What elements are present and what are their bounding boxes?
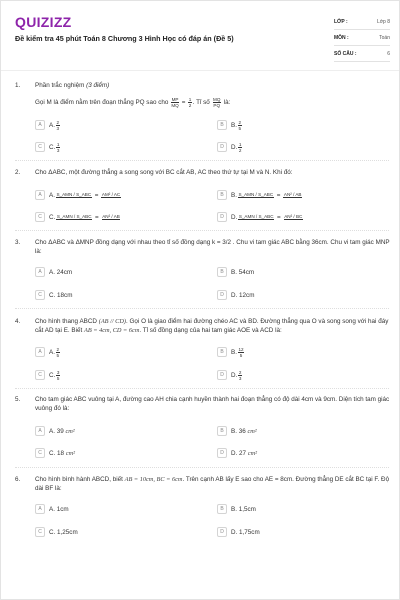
question-number: 3.: [15, 239, 21, 246]
option-letter-box: B: [217, 190, 227, 200]
option-letter-box: A: [35, 347, 45, 357]
meta-key: SỐ CÂU :: [334, 50, 357, 57]
option-a[interactable]: A A. $\frac{2}{3}$: [35, 119, 61, 131]
option-letter-box: B: [217, 504, 227, 514]
option-letter-box: A: [35, 426, 45, 436]
meta-value: Lớp 8: [376, 18, 390, 25]
option-letter-box: A: [35, 504, 45, 514]
fraction: $\frac{1}{2}$: [238, 141, 242, 153]
page-title: Đề kiểm tra 45 phút Toán 8 Chương 3 Hình Học có đáp án (Đề 5): [15, 34, 234, 43]
option-b[interactable]: B B. S_AMN / S_ABC = AN² / AB: [217, 189, 303, 201]
option-letter-box: B: [217, 267, 227, 277]
question-text: Cho hình thang ABCD (AB // CD). Gọi O là giao điểm hai đường chéo AC và BD. Đường thẳng qua O và song song với hai đáy cắt AD tại E. Biết AB = 4cm, CD = 6cm. Tỉ số đồng dạng của hai tam giác AOE và ACD là:: [35, 318, 389, 334]
fraction: $\frac{1}{2}$: [188, 97, 192, 108]
option-letter-box: D: [217, 212, 227, 222]
header-divider: [1, 70, 399, 71]
option-letter-box: C: [35, 212, 45, 222]
fraction: $\frac{12}{5}$: [238, 346, 244, 358]
section-label-text: Phần trắc nghiệm: [35, 82, 85, 89]
fraction: $\frac{MQ}{PQ}$: [213, 97, 221, 108]
option-b[interactable]: B B. 1,5cm: [217, 503, 256, 515]
option-d[interactable]: D D. 12cm: [217, 289, 254, 301]
option-d[interactable]: D D. $\frac{2}{3}$: [217, 369, 243, 381]
option-letter-box: C: [35, 527, 45, 537]
question-text: Cho hình bình hành ABCD, biết AB = 10cm, BC = 6cm. Trên cạnh AB lấy E sao cho AE = 8cm. Đường thẳng DE cắt BC tại F. Độ dài BF là:: [35, 476, 390, 492]
option-a[interactable]: A A. S_AMN / S_ABC = AM² / AC: [35, 189, 122, 201]
fraction: $\frac{2}{5}$: [56, 346, 60, 358]
question-number: 4.: [15, 318, 21, 325]
question-text: Cho ΔABC, một đường thẳng a song song với BC cắt AB, AC theo thứ tự tại M và N. Khi đó:: [35, 169, 293, 176]
fraction: S_AMN / S_ABC: [56, 192, 92, 197]
meta-value: 6: [387, 50, 390, 57]
fraction: AN² / AB: [102, 214, 120, 219]
option-c[interactable]: C C. $\frac{3}{5}$: [35, 369, 61, 381]
option-letter-box: C: [35, 448, 45, 458]
fraction: S_AMN / S_ABC: [56, 214, 92, 219]
question-divider: [15, 230, 389, 231]
option-b[interactable]: B B. $\frac{2}{5}$: [217, 119, 243, 131]
option-letter-box: D: [217, 370, 227, 380]
question-number: 1.: [15, 82, 21, 89]
option-letter-box: C: [35, 142, 45, 152]
option-letter-box: D: [217, 290, 227, 300]
option-letter-box: A: [35, 120, 45, 130]
fraction: $\frac{2}{3}$: [238, 369, 242, 381]
option-c[interactable]: C C. $\frac{1}{3}$: [35, 141, 61, 153]
option-c[interactable]: C C. 18 cm²: [35, 447, 75, 459]
option-b[interactable]: B B. 36 cm²: [217, 425, 257, 437]
question-number: 2.: [15, 169, 21, 176]
option-d[interactable]: D D. 27 cm²: [217, 447, 257, 459]
quizizz-logo: QUIZIZZ: [15, 14, 72, 30]
fraction: AM² / AC: [101, 192, 121, 197]
fraction: $\frac{MP}{MQ}$: [171, 97, 179, 108]
option-c[interactable]: C C. 18cm: [35, 289, 72, 301]
option-a[interactable]: A A. 1cm: [35, 503, 69, 515]
option-d[interactable]: D D. 1,75cm: [217, 526, 260, 538]
option-letter-box: C: [35, 290, 45, 300]
option-letter-box: D: [217, 448, 227, 458]
question-text: Cho ΔABC và ΔMNP đồng dạng với nhau theo tỉ số đồng dạng k = 3/2 . Chu vi tam giác ABC bằng 36cm. Chu vi tam giác MNP là:: [35, 239, 390, 255]
option-letter-box: B: [217, 347, 227, 357]
fraction: AN² / BC: [284, 214, 303, 219]
option-letter-box: B: [217, 120, 227, 130]
option-d[interactable]: D D. S_AMN / S_ABC = AN² / BC: [217, 211, 304, 223]
option-d[interactable]: D D. $\frac{1}{2}$: [217, 141, 243, 153]
meta-key: MÔN :: [334, 34, 349, 41]
fraction: $\frac{2}{3}$: [56, 119, 60, 131]
fraction: $\frac{1}{3}$: [56, 141, 60, 153]
section-label: [35, 81, 391, 90]
option-a[interactable]: A A. $\frac{2}{5}$: [35, 346, 61, 358]
question-divider: [15, 160, 389, 161]
meta-row-subject: [334, 30, 390, 46]
option-b[interactable]: B B. $\frac{12}{5}$: [217, 346, 245, 358]
option-letter-box: D: [217, 527, 227, 537]
worksheet-header: [1, 1, 399, 71]
question-divider: [15, 308, 389, 309]
question-text: Cho tam giác ABC vuông tại A, đường cao AH chia cạnh huyền thành hai đoạn thẳng có độ dài 4cm và 9cm. Diện tích tam giác vuông đó là:: [35, 396, 390, 412]
question-number: 5.: [15, 396, 21, 403]
fraction: AN² / AB: [283, 192, 302, 197]
section-label-note: (3 điểm): [86, 82, 110, 89]
option-letter-box: C: [35, 370, 45, 380]
option-letter-box: B: [217, 426, 227, 436]
option-c[interactable]: C C. 1,25cm: [35, 526, 78, 538]
worksheet-meta: [334, 14, 390, 62]
option-letter-box: A: [35, 267, 45, 277]
option-a[interactable]: A A. 39 cm²: [35, 425, 75, 437]
fraction: $\frac{2}{5}$: [238, 119, 242, 131]
option-letter-box: D: [217, 142, 227, 152]
meta-row-class: [334, 14, 390, 30]
fraction: S_AMN / S_ABC: [238, 214, 274, 219]
option-letter-box: A: [35, 190, 45, 200]
fraction: $\frac{3}{5}$: [56, 369, 60, 381]
question-text: Gọi M là điểm nằm trên đoạn thẳng PQ sao cho $\frac{MP}{MQ}$ = $\frac{1}{2}$ . Tỉ số $\frac{MQ}{PQ}$ là:: [35, 97, 231, 108]
question-divider: [15, 388, 389, 389]
meta-key: LỚP :: [334, 18, 348, 25]
option-c[interactable]: C C. S_AMN / S_ABC = AN² / AB: [35, 211, 121, 223]
question-number: 6.: [15, 476, 21, 483]
fraction: S_AMN / S_ABC: [238, 192, 274, 197]
meta-row-count: [334, 46, 390, 62]
option-a[interactable]: A A. 24cm: [35, 266, 72, 278]
question-divider: [15, 467, 389, 468]
option-b[interactable]: B B. 54cm: [217, 266, 254, 278]
meta-value: Toán: [379, 34, 390, 41]
